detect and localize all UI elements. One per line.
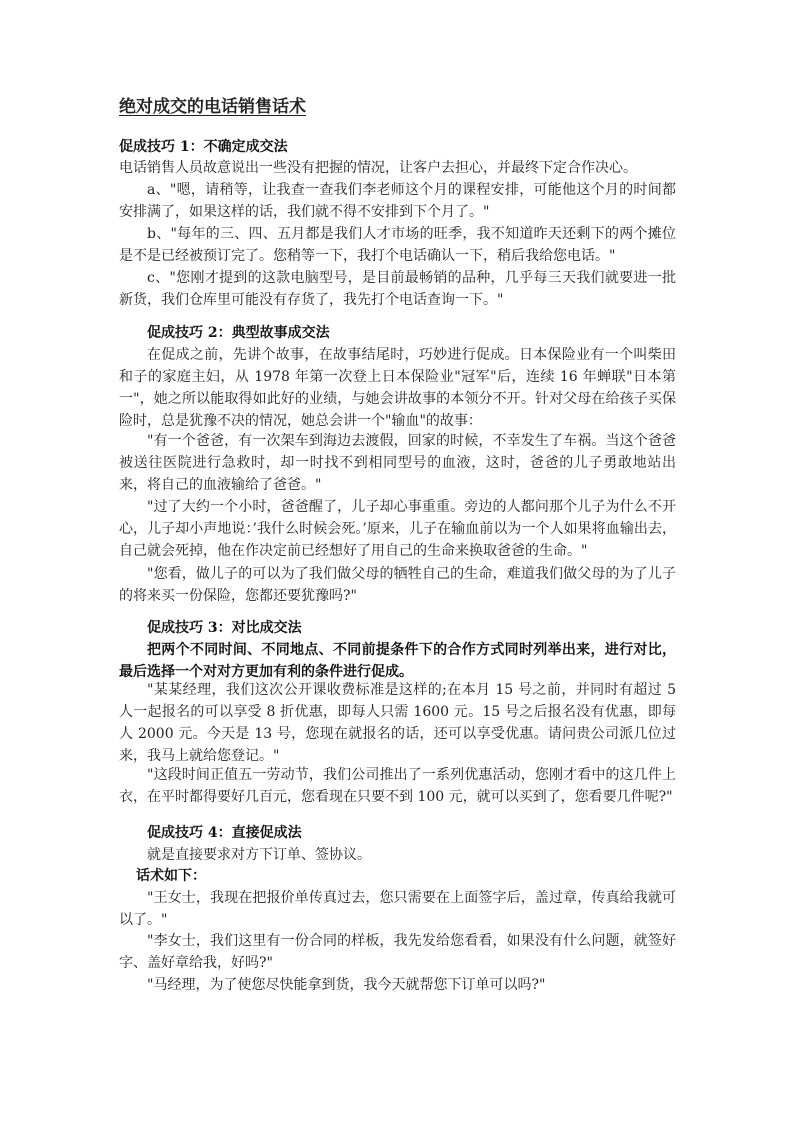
section-4-example-3: "马经理，为了使您尽快能拿到货，我今天就帮您下订单可以吗?" [147,977,546,993]
document-title: 绝对成交的电话销售话术 [119,97,306,117]
section-4-heading: 促成技巧 4：直接促成法 [147,825,302,841]
section-2-story-3: "您看，做儿子的可以为了我们做父母的牺牲自己的生命，难道我们做父母的为了儿子的将来买一份保险，您都还要犹豫吗?" [119,566,676,604]
section-1-example-c: c、"您刚才提到的这款电脑型号，是目前最畅销的品种，几乎每三天我们就要进一批新货，我们仓库里可能没有存货了，我先打个电话查询一下。" [119,270,676,308]
section-3-intro: 把两个不同时间、不同地点、不同前提条件下的合作方式同时列举出来，进行对比，最后选择一个对对方更加有利的条件进行促成。 [119,642,676,680]
section-1-heading: 促成技巧 1：不确定成交法 [119,139,288,155]
section-4-example-2: "李女士，我们这里有一份合同的样板，我先发给您看看，如果没有什么问题，就签好字、盖好章给我，好吗?" [119,933,676,971]
section-4-intro: 就是直接要求对方下订单、签协议。 [147,847,371,863]
section-3-example-2: "这段时间正值五一劳动节，我们公司推出了一系列优惠活动，您刚才看中的这几件上衣，在平时都得要好几百元，您看现在只要不到 100 元，就可以买到了，您看要几件呢?" [119,767,676,805]
section-2-story-2: "过了大约一个小时，爸爸醒了，儿子却心事重重。旁边的人都问那个儿子为什么不开心，儿子却小声地说：’我什么时候会死。’原来，儿子在输血前以为一个人如果将血输出去，自己就会死掉，他在作决定前已经想好了用自己的生命来换取爸爸的生命。" [119,499,676,559]
section-1-intro: 电话销售人员故意说出一些没有把握的情况，让客户去担心，并最终下定合作决心。 [119,160,637,176]
section-1-example-b: b、"每年的三、四、五月都是我们人才市场的旺季，我不知道昨天还剩下的两个摊位是不是已经被预订完了。您稍等一下，我打个电话确认一下，稍后我给您电话。" [119,226,676,264]
section-1-example-a: a、"嗯，请稍等，让我查一查我们李老师这个月的课程安排，可能他这个月的时间都安排满了，如果这样的话，我们就不得不安排到下个月了。" [119,182,676,220]
section-2-story-1: "有一个爸爸，有一次架车到海边去渡假，回家的时候，不幸发生了车祸。当这个爸爸被送往医院进行急救时，却一时找不到相同型号的血液，这时，爸爸的儿子勇敢地站出来，将自己的血液输给了爸爸。" [119,433,676,493]
section-4-subheading: 话术如下： [136,868,206,884]
section-3-example-1: "某某经理，我们这次公开课收费标准是这样的;在本月 15 号之前，并同时有超过 5 人一起报名的可以享受 8 折优惠，即每人只需 1600 元。15 号之后报名没有优惠，即每人 2000 元。今天是 13 号，您现在就报名的话，还可以享受优惠。请问贵公司派几位过来，我马上就给您登记。" [119,682,676,764]
section-2-heading: 促成技巧 2：典型故事成交法 [147,325,330,341]
section-4-example-1: "王女士，我现在把报价单传真过去，您只需要在上面签字后，盖过章，传真给我就可以了。" [119,890,676,928]
section-2-intro: 在促成之前，先讲个故事，在故事结尾时，巧妙进行促成。日本保险业有一个叫柴田和子的家庭主妇，从 1978 年第一次登上日本保险业"冠军"后，连续 16 年蝉联"日本第一"，她之所以能取得如此好的业绩，与她会讲故事的本领分不开。针对父母在给孩子买保险时，总是犹豫不决的情况，她总会讲一个"输血"的故事： [119,347,676,429]
section-3-heading: 促成技巧 3：对比成交法 [147,620,302,636]
